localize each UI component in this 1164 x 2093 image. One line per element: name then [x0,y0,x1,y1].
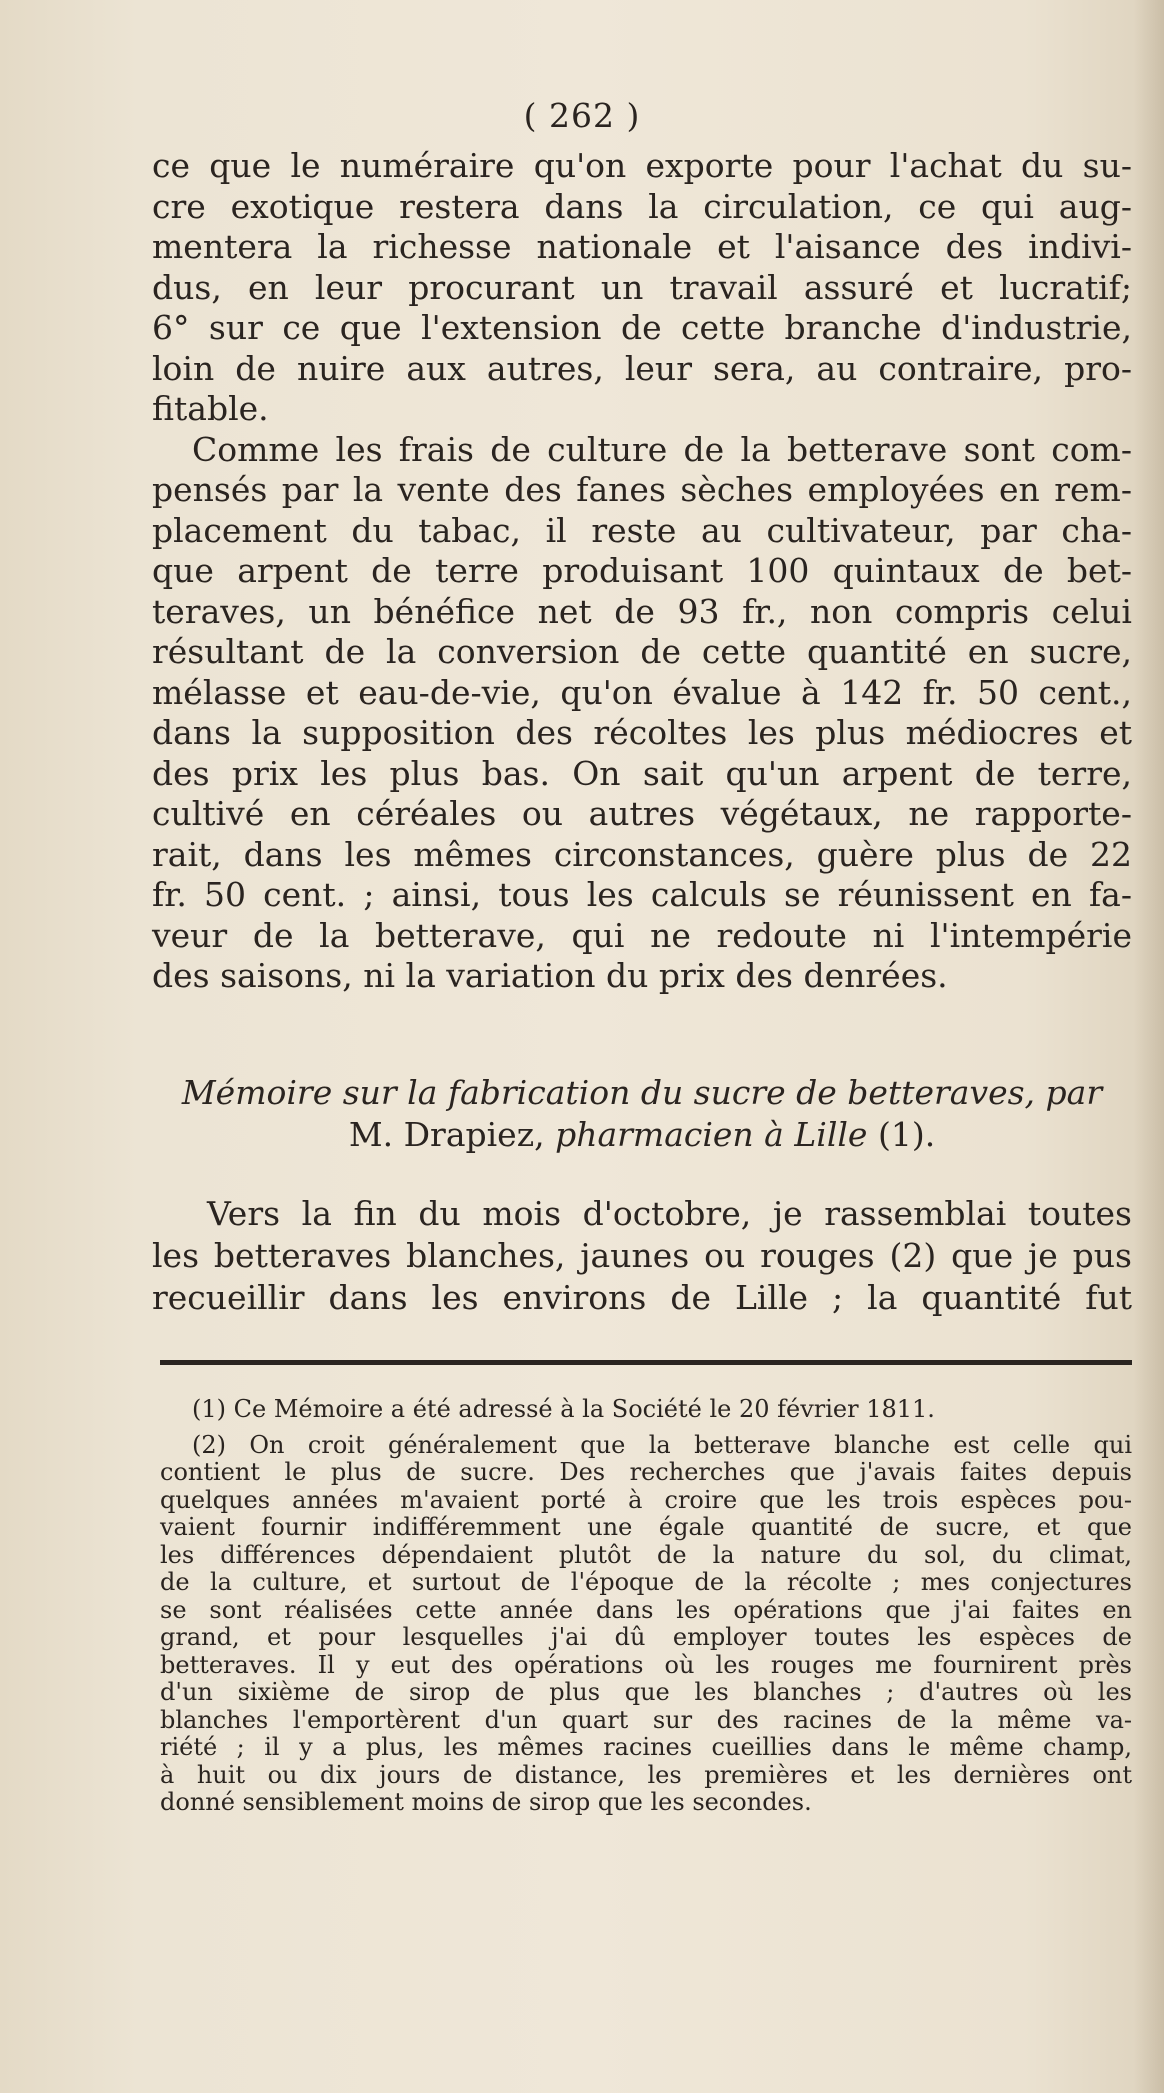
footnote-2-line: (2) On croit généralement que la betterave blanche est celle qui [192,1430,1132,1459]
text-line: ce que le numéraire qu'on exporte pour l'achat du su- [152,146,1132,185]
text-line: Vers la fin du mois d'octobre, je rassemblai toutes [207,1194,1132,1233]
footnote-2-line: blanches l'emportèrent d'un quart sur des racines de la même va- [160,1705,1132,1734]
page-edge-shadow [1134,0,1164,2093]
text-line: des prix les plus bas. On sait qu'un arpent de terre, [152,753,1132,793]
footnote-2-line: betteraves. Il y eut des opérations où les rouges me fournirent près [160,1650,1132,1679]
text-line: fr. 50 cent. ; ainsi, tous les calculs se réunissent en fa- [152,875,1132,914]
footnote-2-line: de la culture, et surtout de l'époque de la récolte ; mes conjectures [160,1568,1132,1596]
text-line: placement du tabac, il reste au cultivateur, par cha- [152,510,1132,550]
footnote-2-line: riété ; il y a plus, les mêmes racines cueillies dans le même champ, [160,1733,1132,1761]
footnote-2-line: à huit ou dix jours de distance, les premières et les dernières ont [160,1760,1132,1789]
text-line: Comme les frais de culture de la betterave sont com- [192,429,1132,469]
paragraph-octobre [152,1193,1132,1319]
text-line: mentera la richesse nationale et l'aisance des indivi- [152,227,1132,266]
footnote-2-line: se sont réalisées cette année dans les opérations que j'ai faites en [160,1595,1132,1624]
footnote-2-line: grand, et pour lesquelles j'ai dû employer toutes les espèces de [160,1623,1132,1651]
memoire-heading [152,1072,1132,1156]
text-line: dans la supposition des récoltes les plus médiocres et [152,713,1132,752]
text-line: recueillir dans les environs de Lille ; la quantité fut [152,1278,1132,1317]
text-line: teraves, un bénéfice net de 93 fr., non compris celui [152,591,1132,631]
text-line: rait, dans les mêmes circonstances, guère plus de 22 [152,834,1132,874]
footnote-1: (1) Ce Mémoire a été adressé à la Société le 20 février 1811. [192,1395,935,1423]
text-line: les betteraves blanches, jaunes ou rouges (2) que je pus [152,1236,1132,1275]
paragraph-numeraire [152,146,1132,997]
footnote-2-line: d'un sixième de sirop de plus que les blanches ; d'autres où les [160,1678,1132,1706]
footnote-divider [160,1360,1132,1365]
text-line: pensés par la vente des fanes sèches employées en rem- [152,470,1132,509]
footnotes [160,1396,1132,1817]
footnote-2-line: donné sensiblement moins de sirop que les secondes. [160,1788,812,1816]
text-line: dus, en leur procurant un travail assuré et lucratif; [152,267,1132,307]
text-line: des saisons, ni la variation du prix des denrées. [152,956,948,995]
text-line: loin de nuire aux autres, leur sera, au contraire, pro- [152,348,1132,388]
text-line: 6° sur ce que l'extension de cette branche d'industrie, [152,308,1132,347]
text-line: résultant de la conversion de cette quantité en sucre, [152,632,1132,671]
footnote-reference: (1). [877,1115,936,1154]
memoire-byline [152,1114,1132,1156]
text-line: mélasse et eau-de-vie, qu'on évalue à 142 fr. 50 cent., [152,672,1132,712]
footnote-2-line: contient le plus de sucre. Des recherches que j'avais faites depuis [160,1458,1132,1486]
footnote-2-line: vaient fournir indifféremment une égale quantité de sucre, et que [160,1513,1132,1541]
text-line: cultivé en céréales ou autres végétaux, ne rapporte- [152,794,1132,833]
footnote-2-line: les différences dépendaient plutôt de la nature du sol, du climat, [160,1540,1132,1569]
text-line: que arpent de terre produisant 100 quintaux de bet- [152,551,1132,590]
page-number: ( 262 ) [523,96,641,135]
memoire-author: M. Drapiez, [348,1115,545,1154]
text-line: fitable. [152,389,269,428]
text-line: veur de la betterave, qui ne redoute ni l'intempérie [152,915,1132,955]
memoire-title: Mémoire sur la fabrication du sucre de betteraves, par [181,1073,1103,1112]
text-line: cre exotique restera dans la circulation, ce qui aug- [152,186,1132,226]
memoire-author-role: pharmacien à Lille [555,1115,868,1154]
footnote-2-line: quelques années m'avaient porté à croire que les trois espèces pou- [160,1485,1132,1514]
